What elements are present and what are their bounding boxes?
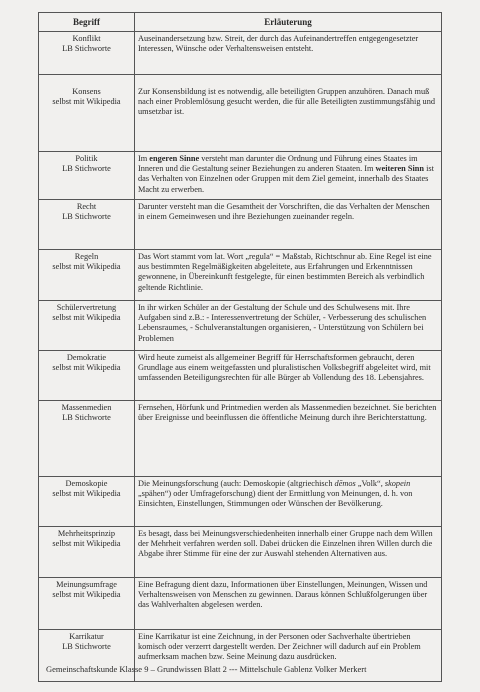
explanation-cell: Darunter versteht man die Gesamtheit der Vorschriften, die das Verhalten der Menschen in einem Gemeinwesen und ihre Beziehungen zueinander regeln. — [135, 200, 442, 250]
table-row — [39, 250, 442, 301]
term-cell — [39, 578, 135, 630]
term-source: LB Stichworte — [62, 212, 111, 222]
term-name: Konflikt — [72, 34, 101, 43]
term-source: LB Stichworte — [62, 164, 111, 174]
term-source: selbst mit Wikipedia — [52, 97, 121, 107]
term-source: selbst mit Wikipedia — [52, 539, 121, 549]
explanation-cell: Fernsehen, Hörfunk und Printmedien werden als Massenmedien bezeichnet. Sie berichten über Ereignisse und beeinflussen die öffentliche Meinung durch ihre Berichterstattung. — [135, 401, 442, 477]
table-row — [39, 351, 442, 401]
explanation-cell — [135, 152, 442, 200]
term-name: Demoskopie — [65, 479, 108, 488]
text-fragment: ist das Verhalten von Einzelnen oder Gruppen mit dem Ziel gemeint, innerhalb des Staates Macht zu erwerben. — [138, 164, 434, 194]
term-cell — [39, 351, 135, 401]
table-row — [39, 527, 442, 578]
explanation-cell: Wird heute zumeist als allgemeiner Begriff für Herrschaftsformen gebraucht, deren Grundlage aus einem weitgefassten und pluralistischen Volksbegriff abgeleitet wird, mit umfassenden Beteiligungsrechten für alle Bürger ab Vollendung des 18. Lebensjahres. — [135, 351, 442, 401]
explanation-cell: Zur Konsensbildung ist es notwendig, alle beteiligten Gruppen anzuhören. Danach muß nach einer Problemlösung gesucht werden, die für alle Beteiligten zustimmungsfähig und umsetzbar ist. — [135, 75, 442, 152]
header-term: Begriff — [39, 13, 135, 32]
term-cell — [39, 200, 135, 250]
explanation-cell: Das Wort stammt vom lat. Wort „regula“ = Maßstab, Richtschnur ab. Eine Regel ist eine aus bestimmten Regelmäßigkeiten abgeleitete, aus Erfahrungen und Erkenntnissen gewonnene, in Übereinkunft festgelegte, für einen bestimmten Bereich als verbindlich geltende Richtlinie. — [135, 250, 442, 301]
term-source: LB Stichworte — [62, 413, 111, 423]
table-row — [39, 477, 442, 527]
term-name: Mehrheitsprinzip — [57, 529, 116, 538]
term-source: selbst mit Wikipedia — [52, 262, 121, 272]
header-explanation: Erläuterung — [135, 13, 442, 32]
greek-term-demos: dēmos — [334, 479, 356, 488]
term-cell — [39, 75, 135, 152]
text-fragment: „Volk“, — [355, 479, 385, 488]
term-cell — [39, 301, 135, 351]
text-fragment: versteht man darunter die Ordnung und Führung eines Staates im Inneren und die Gestaltung seiner Beziehungen zu anderen Staaten. Im — [138, 154, 418, 174]
greek-term-skopein: skopein — [384, 479, 411, 488]
text-fragment: Im — [138, 154, 150, 163]
explanation-cell: Auseinandersetzung bzw. Streit, der durch das Aufeinandertreffen entgegengesetzter Interessen, Wünsche oder Verhaltensweisen entsteht. — [135, 32, 442, 75]
table-header — [39, 13, 442, 32]
term-cell — [39, 477, 135, 527]
term-cell — [39, 32, 135, 75]
table-row — [39, 578, 442, 630]
text-fragment: „spähen“) oder Umfrageforschung) dient der Ermittlung von Meinungen, d. h. von Einsichten, Einstellungen, Stimmungen oder Wünschen der Bevölkerung. — [138, 489, 413, 509]
table-row — [39, 301, 442, 351]
table-row — [39, 152, 442, 200]
term-source: LB Stichworte — [62, 44, 111, 54]
term-cell — [39, 152, 135, 200]
text-fragment: Die Meinungsforschung (auch: Demoskopie (altgriechisch — [138, 479, 335, 488]
term-name: Konsens — [72, 87, 101, 96]
emphasis-engeren-sinne: engeren Sinne — [149, 154, 200, 163]
table-row — [39, 401, 442, 477]
term-name: Meinungsumfrage — [56, 580, 117, 589]
glossary-table — [38, 12, 442, 682]
term-name: Karrikatur — [69, 632, 104, 641]
table-row — [39, 32, 442, 75]
term-source: selbst mit Wikipedia — [52, 313, 121, 323]
term-source: selbst mit Wikipedia — [52, 489, 121, 499]
term-name: Massenmedien — [61, 403, 112, 412]
term-source: selbst mit Wikipedia — [52, 363, 121, 373]
term-name: Regeln — [74, 252, 99, 261]
explanation-cell: Es besagt, dass bei Meinungsverschiedenheiten innerhalb einer Gruppe nach dem Willen der Mehrheit verfahren werden soll. Dabei drücken die Einzelnen ihren Willen durch die Abgabe ihrer Stimme für eine der zur Auswahl stehenden Alternativen aus. — [135, 527, 442, 578]
term-source: selbst mit Wikipedia — [52, 590, 121, 600]
term-cell — [39, 401, 135, 477]
term-name: Schülervertretung — [56, 303, 117, 312]
term-source: LB Stichworte — [62, 642, 111, 652]
table-row — [39, 75, 442, 152]
explanation-cell — [135, 477, 442, 527]
term-cell — [39, 250, 135, 301]
explanation-cell: In ihr wirken Schüler an der Gestaltung der Schule und des Schulwesens mit. Ihre Aufgaben sind z.B.: - Interessenvertretung der Schüler, - Verbesserung des schulischen Lebensraumes, - Schulveranstaltungen organisieren, - Unterstützung von Schülern bei Problemen — [135, 301, 442, 351]
explanation-cell: Eine Karrikatur ist eine Zeichnung, in der Personen oder Sachverhalte übertrieben komisch oder verzerrt dargestellt werden. Der Zeichner will dadurch auf ein Problem aufmerksam machen bzw. Seine Meinung dazu ausdrücken. — [135, 630, 442, 682]
emphasis-weiteren-sinn: weiteren Sinn — [375, 164, 425, 174]
term-name: Recht — [76, 202, 97, 211]
term-name: Demokratie — [66, 353, 107, 362]
term-cell — [39, 527, 135, 578]
term-name: Politik — [75, 154, 98, 163]
explanation-cell: Eine Befragung dient dazu, Informationen über Einstellungen, Meinungen, Wissen und Verhaltensweisen von Menschen zu gewinnen. Daraus können Schlußfolgerungen über das Wahlverhalten abgelesen werden. — [135, 578, 442, 630]
page-footer: Gemeinschaftskunde Klasse 9 – Grundwissen Blatt 2 --- Mittelschule Gablenz Volker Merkert — [46, 664, 367, 674]
table-row — [39, 200, 442, 250]
